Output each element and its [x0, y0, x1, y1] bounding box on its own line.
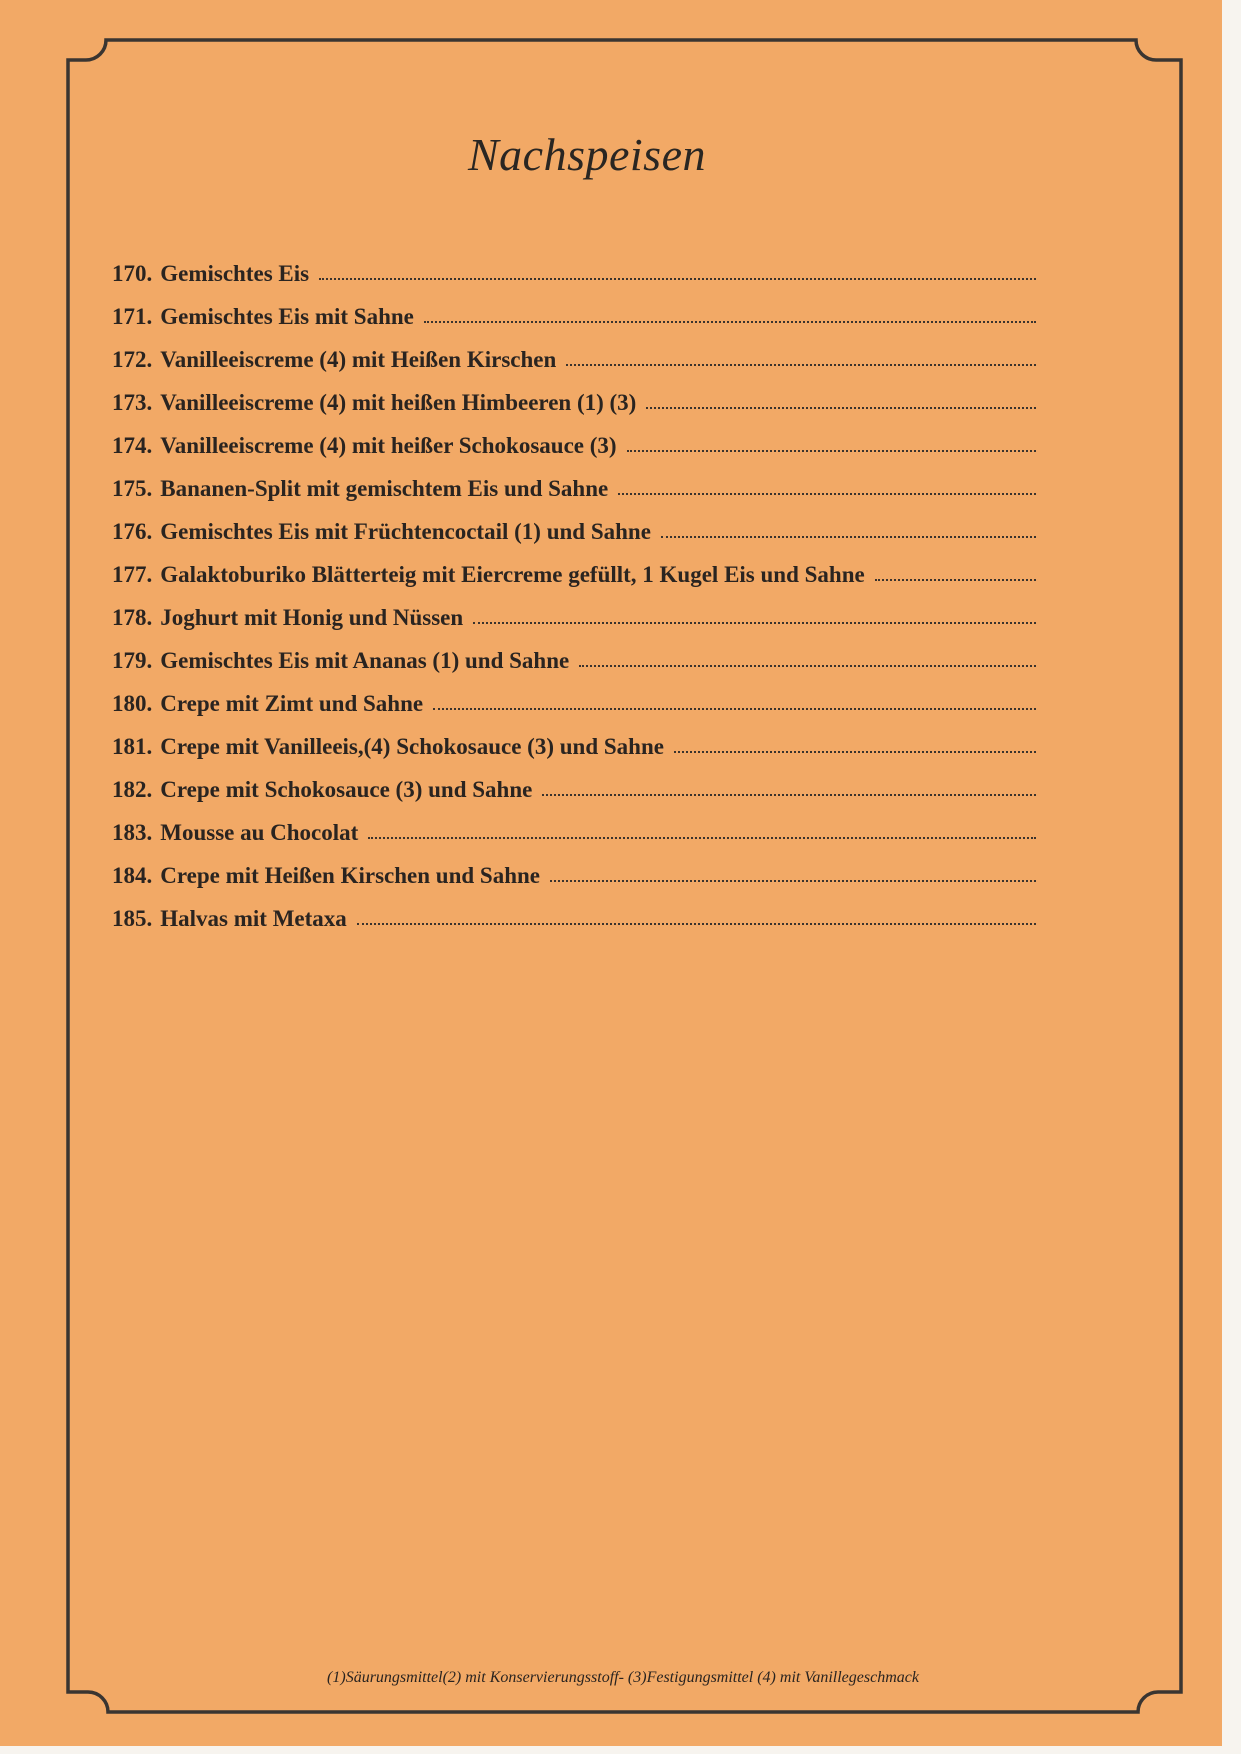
menu-item: [112, 502, 1036, 545]
item-number: 175.: [112, 476, 153, 501]
menu-item: [112, 674, 1036, 717]
item-name: Bananen-Split mit gemischtem Eis und Sahne: [160, 476, 609, 501]
menu-item: [112, 631, 1036, 674]
dot-leader: [433, 707, 1036, 710]
dessert-list: [112, 244, 1036, 932]
dot-leader: [542, 793, 1036, 796]
dot-leader: [550, 879, 1036, 882]
item-name: Gemischtes Eis: [160, 261, 310, 286]
menu-item: [112, 803, 1036, 846]
menu-item: [112, 287, 1036, 330]
menu-item: [112, 889, 1036, 932]
dot-leader: [618, 492, 1036, 495]
item-name: Crepe mit Schokosauce (3) und Sahne: [160, 777, 533, 802]
dot-leader: [579, 664, 1036, 667]
menu-item: [112, 459, 1036, 502]
dot-leader: [875, 578, 1036, 581]
item-number: 170.: [112, 261, 153, 286]
item-name: Gemischtes Eis mit Sahne: [160, 304, 414, 329]
page-title: Nachspeisen: [467, 129, 706, 180]
menu-item: [112, 373, 1036, 416]
menu-item: [112, 330, 1036, 373]
item-number: 171.: [112, 304, 153, 329]
item-number: 174.: [112, 433, 153, 458]
menu-item: [112, 717, 1036, 760]
menu-item: [112, 846, 1036, 889]
item-name: Gemischtes Eis mit Ananas (1) und Sahne: [160, 648, 570, 673]
item-name: Vanilleeiscreme (4) mit heißer Schokosauce (3): [160, 433, 617, 458]
item-number: 185.: [112, 906, 153, 931]
dot-leader: [424, 320, 1036, 323]
item-name: Crepe mit Heißen Kirschen und Sahne: [160, 863, 540, 888]
item-number: 182.: [112, 777, 153, 802]
item-number: 177.: [112, 562, 153, 587]
dot-leader: [646, 406, 1036, 409]
dot-leader: [566, 363, 1036, 366]
item-name: Galaktoburiko Blätterteig mit Eiercreme gefüllt, 1 Kugel Eis und Sahne: [160, 562, 865, 587]
item-name: Crepe mit Vanilleeis,(4) Schokosauce (3) und Sahne: [160, 734, 664, 759]
menu-item: [112, 545, 1036, 588]
item-number: 184.: [112, 863, 153, 888]
item-number: 172.: [112, 347, 153, 372]
item-name: Joghurt mit Honig und Nüssen: [160, 605, 464, 630]
dot-leader: [473, 621, 1036, 624]
additives-footnote: (1)Säurungsmittel(2) mit Konservierungsstoff- (3)Festigungsmittel (4) mit Vanillegeschmack: [327, 1669, 919, 1686]
dot-leader: [357, 922, 1036, 925]
menu-item: [112, 760, 1036, 803]
item-name: Vanilleeiscreme (4) mit Heißen Kirschen: [160, 347, 557, 372]
item-number: 181.: [112, 734, 153, 759]
menu-item: [112, 416, 1036, 459]
item-number: 178.: [112, 605, 153, 630]
item-name: Crepe mit Zimt und Sahne: [160, 691, 424, 716]
dot-leader: [368, 836, 1036, 839]
item-number: 179.: [112, 648, 153, 673]
item-number: 176.: [112, 519, 153, 544]
item-number: 173.: [112, 390, 153, 415]
dot-leader: [661, 535, 1036, 538]
dot-leader: [674, 750, 1036, 753]
item-number: 180.: [112, 691, 153, 716]
item-name: Vanilleeiscreme (4) mit heißen Himbeeren (1) (3): [160, 390, 637, 415]
menu-item: [112, 244, 1036, 287]
item-name: Mousse au Chocolat: [160, 820, 359, 845]
item-name: Halvas mit Metaxa: [160, 906, 347, 931]
dot-leader: [319, 277, 1036, 280]
item-number: 183.: [112, 820, 153, 845]
item-name: Gemischtes Eis mit Früchtencoctail (1) und Sahne: [160, 519, 651, 544]
dot-leader: [627, 449, 1036, 452]
menu-item: [112, 588, 1036, 631]
